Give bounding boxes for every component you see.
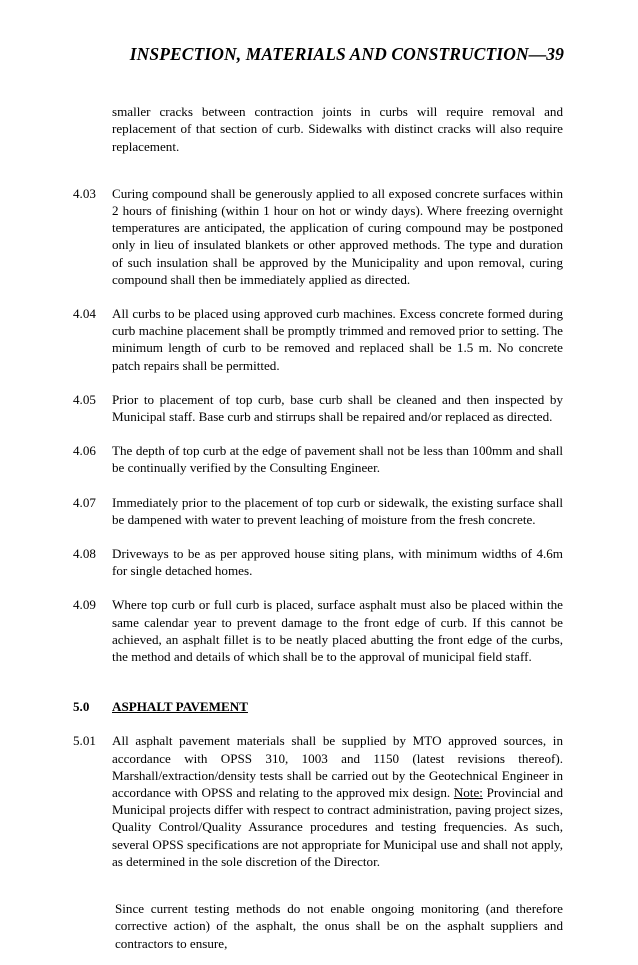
note-label: Note: [453,785,483,801]
section-text: The depth of top curb at the edge of pavement shall not be less than 100mm and shall be continually verified by the Consulting Engineer. [112,443,563,476]
follow-on-paragraph: Since current testing methods do not enable ongoing monitoring (and therefore corrective action) of the asphalt, the onus shall be on the asphalt suppliers and contractors to ensure, [115,901,563,951]
section-text: Immediately prior to the placement of top curb or sidewalk, the existing surface shall be dampened with water to prevent leaching of moisture from the fresh concrete. [112,494,563,527]
section-4-04 [73,305,563,374]
section-5-01 [73,732,563,870]
section-number: 4.07 [73,494,96,510]
section-text-part: Provincial and Municipal projects differ with respect to contract administration, paving project sizes, Quality Control/Quality Assurance procedures and testing frequencies. As such, several OPSS specifications are not appropriate for Municipal use and shall not apply, as determined in the sole discretion of the Director. [112,785,563,869]
heading-title: ASPHALT PAVEMENT [112,699,248,715]
section-number: 4.05 [73,391,96,407]
section-4-03 [73,185,563,288]
section-number: 4.03 [73,185,96,201]
section-text: Prior to placement of top curb, base curb shall be cleaned and then inspected by Municipal staff. Base curb and stirrups shall be repaired and/or replaced as directed. [112,391,563,425]
section-4-06 [73,442,563,476]
section-4-07 [73,494,563,528]
section-heading-5-0 [73,698,563,715]
heading-number: 5.0 [73,699,90,715]
section-number: 4.08 [73,546,96,562]
section-4-05 [73,391,563,425]
section-number: 4.06 [73,443,96,459]
section-number: 4.09 [73,597,96,613]
section-text-part: All asphalt pavement materials shall be supplied by MTO approved sources, in accordance with OPSS 310, 1003 and 1150 (latest revisions thereof). Marshall/extraction/density tests shall be carried out by the Geotechnical Engineer in accordance with OPSS and relating to the approved mix design. [112,733,563,801]
section-text: Curing compound shall be generously applied to all exposed concrete surfaces within 2 hours of finishing (within 1 hour on hot or windy days). Where freezing overnight temperatures are anticipated, the application of curing compound may be postponed only in lieu of insulated blankets or other approved methods. The type and duration of such insulation shall be approved by the Municipality and upon removal, curing compound shall then be immediately applied as directed. [112,185,563,287]
section-4-08 [73,545,563,579]
section-text: Driveways to be as per approved house siting plans, with minimum widths of 4.6m for single detached homes. [112,546,563,579]
section-text: All curbs to be placed using approved curb machines. Excess concrete formed during curb machine placement shall be promptly trimmed and removed prior to setting. The minimum length of curb to be removed and replaced shall be 1.5 m. No concrete patch repairs shall be permitted. [112,306,563,373]
document-body [73,90,563,965]
continuation-paragraph: smaller cracks between contraction joints in curbs will require removal and replacement of that section of curb. Sidewalks with distinct cracks will also require replacement. [112,104,563,154]
section-number: 4.04 [73,306,96,322]
section-number: 5.01 [73,733,96,749]
section-text [112,732,563,870]
section-text: Where top curb or full curb is placed, surface asphalt must also be placed within the same calendar year to prevent damage to the front edge of curb. If this cannot be achieved, an asphalt fillet is to be neatly placed abutting the front edge of the curbs, the method and details of which shall be to the approval of municipal field staff. [112,597,563,665]
running-header: INSPECTION, MATERIALS AND CONSTRUCTION—39 [129,44,564,64]
section-4-09 [73,596,563,665]
